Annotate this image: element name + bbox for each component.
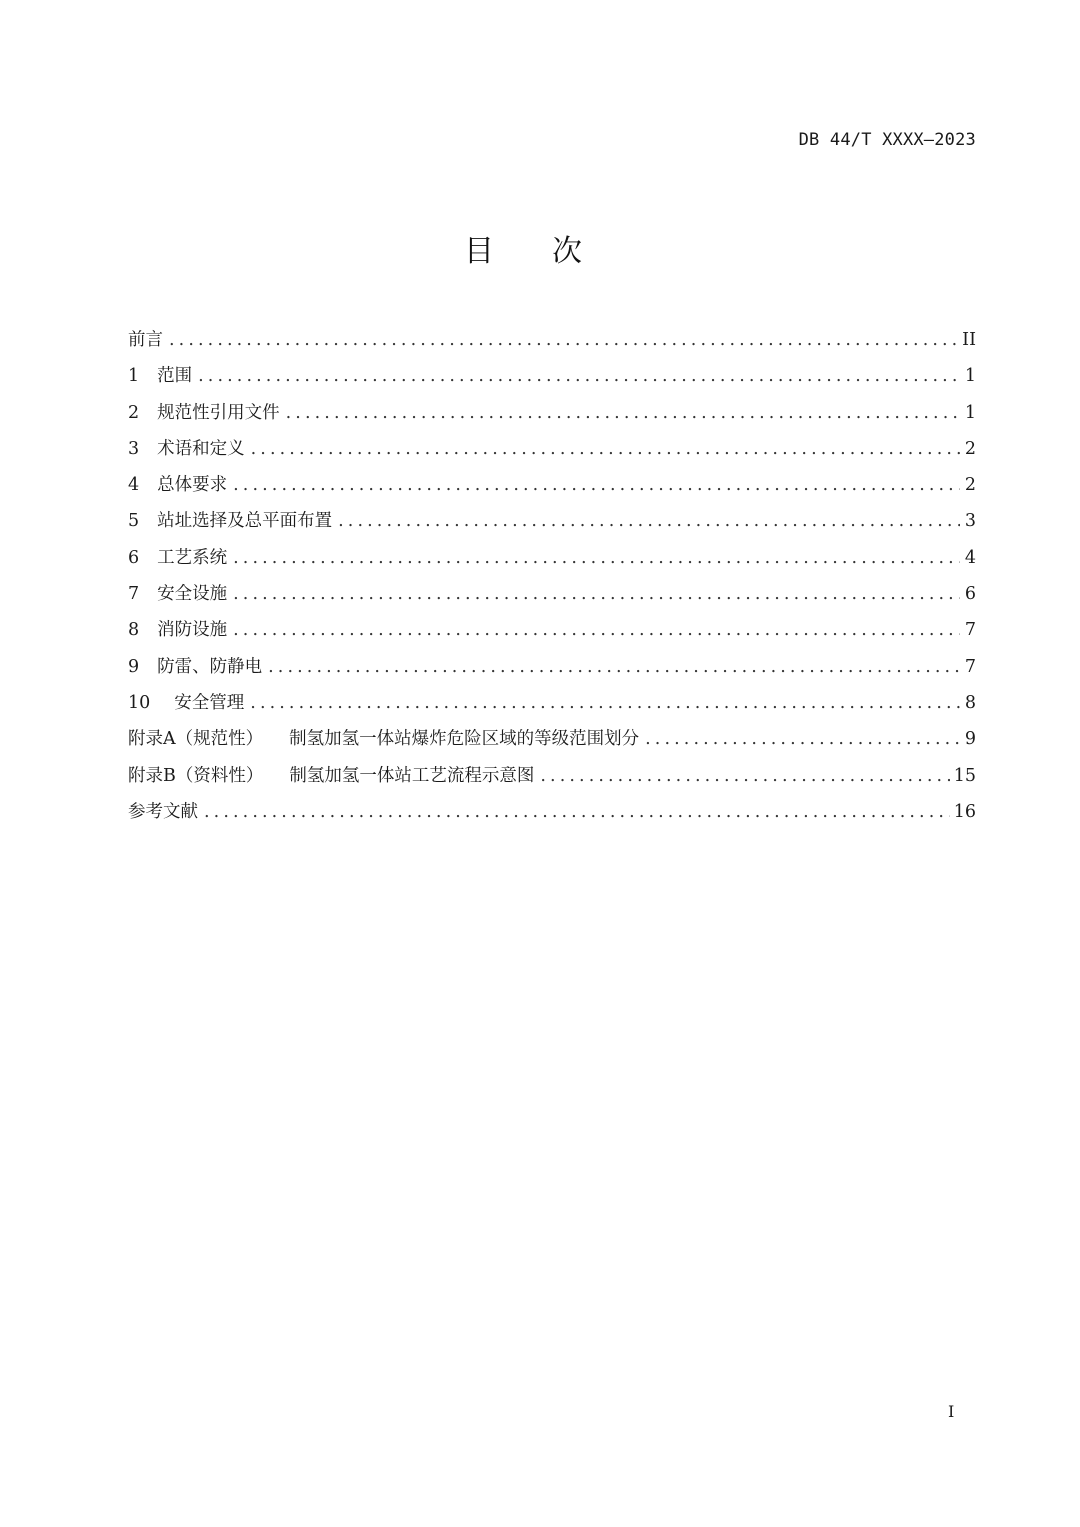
toc-entry-bibliography[interactable] — [128, 794, 976, 830]
toc-page-number: 4 — [964, 547, 976, 568]
document-code: DB 44/T XXXX—2023 — [798, 130, 976, 150]
toc-entry-text: 安全设施 — [157, 584, 228, 605]
toc-dot-leader — [233, 467, 960, 503]
toc-dot-leader — [645, 721, 960, 757]
toc-entry-text: 前言 — [128, 330, 163, 350]
toc-dot-leader — [286, 395, 960, 431]
toc-page-number: 2 — [964, 475, 976, 496]
toc-entry-text: 术语和定义 — [157, 438, 245, 459]
toc-entry-number: 8 — [128, 620, 140, 641]
toc-entry-text: 消防设施 — [157, 620, 228, 641]
toc-entry-number: 附录A（规范性） — [128, 729, 264, 750]
toc-entry-number: 10 — [128, 692, 151, 713]
toc-entry-number: 附录B（资料性） — [128, 765, 264, 786]
toc-page-number: 16 — [953, 801, 976, 822]
toc-entry-text: 站址选择及总平面布置 — [157, 511, 333, 532]
toc-entry-text: 规范性引用文件 — [157, 402, 280, 423]
toc-dot-leader — [198, 358, 960, 394]
toc-entry-safety-management[interactable] — [128, 685, 976, 721]
toc-entry-number: 3 — [128, 438, 140, 459]
toc-entry-text: 总体要求 — [157, 475, 228, 496]
toc-page-number: 9 — [964, 729, 976, 750]
toc-page-number: 6 — [964, 584, 976, 605]
toc-entry-lightning-static[interactable] — [128, 649, 976, 685]
toc-entry-text: 制氢加氢一体站爆炸危险区域的等级范围划分 — [289, 729, 640, 750]
toc-page-number: 7 — [964, 620, 976, 641]
toc-entry-number: 7 — [128, 584, 140, 605]
toc-dot-leader — [251, 431, 960, 467]
toc-entry-safety-facilities[interactable] — [128, 576, 976, 612]
toc-entry-process-system[interactable] — [128, 540, 976, 576]
toc-entry-terms-definitions[interactable] — [128, 431, 976, 467]
toc-dot-leader — [169, 322, 958, 358]
toc-entry-normative-references[interactable] — [128, 395, 976, 431]
toc-entry-general-requirements[interactable] — [128, 467, 976, 503]
toc-dot-leader — [233, 612, 960, 648]
toc-entry-text: 范围 — [157, 366, 193, 387]
toc-dot-leader — [233, 576, 960, 612]
toc-entry-text: 安全管理 — [174, 692, 245, 713]
toc-dot-leader — [250, 685, 960, 721]
toc-entry-number: 5 — [128, 511, 140, 532]
page-number: I — [948, 1402, 955, 1421]
toc-entry-text: 制氢加氢一体站工艺流程示意图 — [289, 765, 535, 786]
toc-page-number: 2 — [964, 438, 976, 459]
toc-page-number: 7 — [964, 656, 976, 677]
toc-entry-number: 6 — [128, 547, 140, 568]
toc-entry-foreword[interactable] — [128, 322, 976, 358]
toc-dot-leader — [233, 540, 960, 576]
toc-dot-leader — [204, 794, 950, 830]
toc-entry-text: 防雷、防静电 — [157, 656, 263, 677]
toc-entry-text: 工艺系统 — [157, 547, 228, 568]
toc-entry-text: 参考文献 — [128, 801, 198, 822]
toc-entry-scope[interactable] — [128, 358, 976, 394]
table-of-contents — [128, 322, 976, 830]
toc-dot-leader — [338, 503, 960, 539]
toc-page-number: 1 — [964, 402, 976, 423]
toc-entry-appendix-a[interactable] — [128, 721, 976, 757]
toc-page-number: 1 — [964, 366, 976, 387]
toc-dot-leader — [540, 758, 949, 794]
toc-entry-number: 1 — [128, 366, 140, 387]
toc-entry-number: 4 — [128, 475, 140, 496]
toc-page-number: II — [962, 330, 976, 350]
toc-page-number: 15 — [953, 765, 976, 786]
toc-entry-appendix-b[interactable] — [128, 758, 976, 794]
toc-page-number: 8 — [964, 692, 976, 713]
page-title: 目次 — [464, 234, 640, 269]
toc-page-number: 3 — [964, 511, 976, 532]
toc-entry-number: 2 — [128, 402, 140, 423]
toc-dot-leader — [268, 649, 960, 685]
toc-entry-number: 9 — [128, 656, 140, 677]
toc-entry-site-selection[interactable] — [128, 503, 976, 539]
toc-entry-fire-facilities[interactable] — [128, 612, 976, 648]
